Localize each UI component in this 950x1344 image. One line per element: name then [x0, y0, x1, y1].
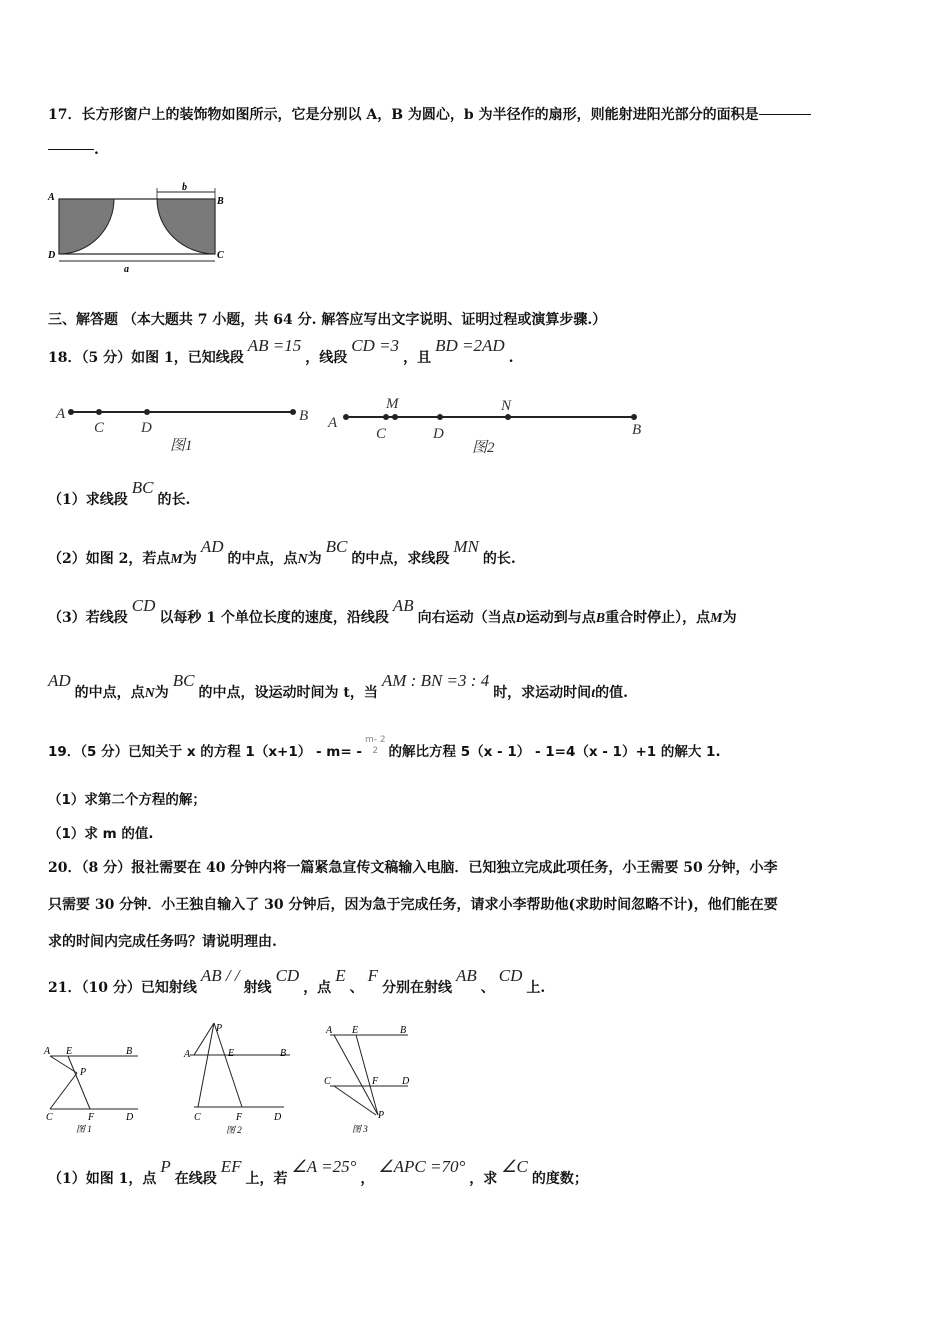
q18-s2-math-ad: AD [200, 537, 224, 556]
q18-f1-label-D: D [141, 420, 152, 436]
q18-text-3: ，且 [403, 350, 432, 366]
q18-f1-point-B [290, 409, 296, 415]
q18-f2-label-C: C [376, 426, 387, 442]
q21-f3-label-E: E [352, 1025, 359, 1036]
q17-label-A: A [48, 192, 55, 203]
q17-figure [44, 180, 234, 275]
q18-s3a-pre: （3）若线段 [48, 610, 128, 626]
q18-s2-pre: （2）如图 2，若点 [48, 551, 171, 567]
q18-s2-wei1: 为 [182, 551, 197, 567]
q21-f1-label-F: F [88, 1112, 95, 1123]
q18-figure-2 [326, 392, 656, 460]
q21-t4: 分别在射线 [381, 980, 452, 996]
q18-sub1 [48, 478, 191, 509]
q18-math-cd: CD =3 [351, 336, 400, 355]
q19-frac-num: m- 2 [364, 735, 386, 745]
q18-s3b-t1: 的中点，点 [74, 685, 145, 701]
q21-pre: 21．（10 分）已知射线 [48, 980, 197, 996]
q21-sub1 [48, 1157, 588, 1188]
q21-s1-math-angle-apc: ∠APC =70° [378, 1157, 466, 1176]
q18-f2-point-M [392, 414, 398, 420]
q18-f2-label-D: D [433, 426, 444, 442]
q18-s2-post: 的长. [482, 551, 516, 567]
q21-figure-2 [180, 1015, 295, 1140]
q21-f1-caption: 图 1 [76, 1124, 92, 1134]
q18-s1-post: 的长. [157, 492, 191, 508]
q21-f3-label-F: F [372, 1076, 379, 1087]
q18-s1-pre: （1）求线段 [48, 492, 128, 508]
q18-text-2: ，线段 [305, 350, 348, 366]
q17-answer-blank[interactable] [759, 114, 811, 115]
q21-s1-pre: （1）如图 1，点 [48, 1171, 157, 1187]
q17-text: 17．长方形窗户上的装饰物如图所示，它是分别以 A，B 为圆心，b 为半径作的扇形，则能射进阳光部分的面积是 [48, 107, 759, 123]
q21-s1-math-ef: EF [220, 1157, 242, 1176]
q21-f3-label-B: B [400, 1025, 407, 1036]
q19-intro [48, 735, 721, 763]
q21-f1-label-E: E [66, 1046, 73, 1057]
q21-f2-caption: 图 2 [226, 1125, 242, 1135]
q18-s3a-math-ab: AB [392, 596, 414, 615]
q18-s2-M: M [170, 552, 183, 567]
q17-label-C: C [217, 250, 224, 261]
q19-pre: 19．（5 分）已知关于 x 的方程 1（x+1） - m= - [48, 744, 362, 760]
q18-s3b-t: t [591, 686, 596, 701]
q21-math-ab-parallel: AB / / [200, 966, 240, 985]
q19-sub1: （1）求第二个方程的解； [48, 792, 206, 808]
q17-label-D: D [48, 250, 56, 261]
q21-f2-label-A: A [184, 1049, 191, 1060]
q21-f3-caption: 图 3 [352, 1124, 368, 1134]
q18-s3b-t2: 为 [154, 685, 169, 701]
q18-s3a-M: M [710, 611, 723, 626]
q18-f2-point-N [505, 414, 511, 420]
q21-f2-label-P: P [216, 1023, 223, 1034]
q18-f2-point-D [437, 414, 443, 420]
q21-math-cd2: CD [498, 966, 523, 985]
q17-label-B: B [217, 196, 224, 207]
q18-f1-point-C [96, 409, 102, 415]
q18-s3b-math-bc: BC [172, 671, 195, 690]
q21-f2-label-F: F [236, 1112, 243, 1123]
q19-fraction [365, 735, 386, 757]
q20-line1: 20．（8 分）报社需要在 40 分钟内将一篇紧急宣传文稿输入电脑．已知独立完成此项任务，小王需要 50 分钟，小李 [48, 860, 778, 876]
q21-t6: 上. [526, 980, 546, 996]
q18-s3b-t3: 的中点，设运动时间为 t，当 [198, 685, 378, 701]
q19-frac-den: 2 [372, 746, 379, 756]
q18-s3b-N: N [144, 686, 155, 701]
q21-f1-label-D: D [126, 1112, 134, 1123]
q18-s3b-t4: 时，求运动时间 [493, 685, 592, 701]
q21-f1-label-A: A [44, 1046, 51, 1057]
q18-f2-point-B [631, 414, 637, 420]
q18-s2-wei2: 为 [307, 551, 322, 567]
q18-f1-label-A: A [56, 406, 66, 422]
q21-f3-label-D: D [402, 1076, 410, 1087]
q21-intro [48, 966, 546, 997]
q19-post: 的解比方程 5（x - 1） - 1=4（x - 1）+1 的解大 1. [388, 744, 721, 760]
q18-s3a-D: D [515, 611, 526, 626]
q21-s1-t5: 的度数； [531, 1171, 588, 1187]
q18-math-bd: BD =2AD [435, 336, 505, 355]
q21-f2-label-E: E [228, 1048, 235, 1059]
q18-s3a-t1: 以每秒 1 个单位长度的速度，沿线段 [159, 610, 389, 626]
q21-figure-3 [320, 1020, 420, 1140]
q21-math-cd: CD [275, 966, 300, 985]
q18-s3a-B: B [595, 611, 606, 626]
q17-label-a: a [124, 264, 129, 275]
q21-f3-label-C: C [324, 1076, 331, 1087]
q18-s3a-t4: 重合时停止），点 [605, 610, 711, 626]
q18-f1-caption: 图1 [170, 438, 193, 454]
q19-sub2: （1）求 m 的值. [48, 826, 154, 842]
q21-t1: 射线 [243, 980, 272, 996]
q18-s3b-math-ad: AD [48, 671, 71, 690]
q18-f2-point-C [383, 414, 389, 420]
q21-math-f: F [367, 966, 378, 985]
q18-f1-label-B: B [299, 408, 309, 424]
q18-sub3-line2 [48, 671, 628, 702]
q18-f2-caption: 图2 [472, 440, 495, 456]
q21-math-ab: AB [455, 966, 477, 985]
q18-s3a-t5: 为 [722, 610, 737, 626]
q21-s1-t4: ，求 [469, 1171, 498, 1187]
q18-f1-point-D [144, 409, 150, 415]
q18-f1-point-A [68, 409, 74, 415]
q21-s1-math-angle-a: ∠A =25° [291, 1157, 357, 1176]
q21-f3-label-A: A [326, 1025, 333, 1036]
q17-answer-blank-cont[interactable] [48, 149, 94, 150]
q21-math-e: E [335, 966, 346, 985]
q21-f1-label-B: B [126, 1046, 133, 1057]
q18-text-4: . [508, 350, 514, 366]
q17-line2 [48, 142, 99, 158]
q18-f2-label-B: B [632, 422, 642, 438]
q18-sub2 [48, 537, 516, 568]
q17-label-b: b [182, 182, 187, 193]
q18-s2-math-mn: MN [453, 537, 479, 556]
q18-s3a-t2: 向右运动（当点 [417, 610, 516, 626]
section-heading: 三、解答题 （本大题共 7 小题，共 64 分. 解答应写出文字说明、证明过程或演算步骤.） [48, 312, 607, 328]
q21-s1-t3: ， [360, 1171, 375, 1187]
q21-f3-label-P: P [378, 1110, 385, 1121]
q18-figure-1 [52, 398, 322, 460]
q21-f1-label-C: C [46, 1112, 53, 1123]
q21-t2: ，点 [303, 980, 332, 996]
q18-sub3-line1 [48, 596, 737, 627]
q18-f1-label-C: C [94, 420, 105, 436]
q18-math-ab: AB =15 [247, 336, 302, 355]
q21-s1-math-p: P [160, 1157, 171, 1176]
q18-f2-label-A: A [328, 415, 338, 431]
q18-intro [48, 336, 514, 367]
q20-line3: 求的时间内完成任务吗？请说明理由. [48, 934, 277, 950]
q21-f1-label-P: P [80, 1067, 87, 1078]
q18-f2-point-A [343, 414, 349, 420]
q18-f2-label-M: M [386, 396, 399, 412]
q21-s1-math-angle-c: ∠C [501, 1157, 528, 1176]
q21-f2-label-B: B [280, 1048, 287, 1059]
q18-f2-label-N: N [501, 398, 512, 414]
q21-t5: 、 [480, 980, 495, 996]
q17-line1 [48, 104, 811, 124]
q21-figure-1 [40, 1040, 150, 1140]
q21-t3: 、 [349, 980, 364, 996]
q21-f2-label-D: D [274, 1112, 282, 1123]
q20-line2: 只需要 30 分钟．小王独自输入了 30 分钟后，因为急于完成任务，请求小李帮助他(求助时间忽略不计)，他们能在要 [48, 897, 778, 913]
q18-s3a-math-cd: CD [131, 596, 156, 615]
q18-s2-mid1: 的中点，点 [227, 551, 298, 567]
q18-s2-mid2: 的中点，求线段 [351, 551, 450, 567]
q18-s1-math: BC [131, 478, 154, 497]
q21-f2-label-C: C [194, 1112, 201, 1123]
q18-text-1: 18．（5 分）如图 1，已知线段 [48, 350, 244, 366]
q18-s3b-t5: 的值. [595, 685, 628, 701]
q17-end: . [94, 142, 99, 158]
q18-s3b-math-ratio: AM : BN =3 : 4 [381, 671, 490, 690]
q18-s2-N: N [297, 552, 308, 567]
q21-s1-t1: 在线段 [174, 1171, 217, 1187]
q21-s1-t2: 上，若 [245, 1171, 288, 1187]
q18-s3a-t3: 运动到与点 [525, 610, 596, 626]
q18-s2-math-bc: BC [325, 537, 348, 556]
